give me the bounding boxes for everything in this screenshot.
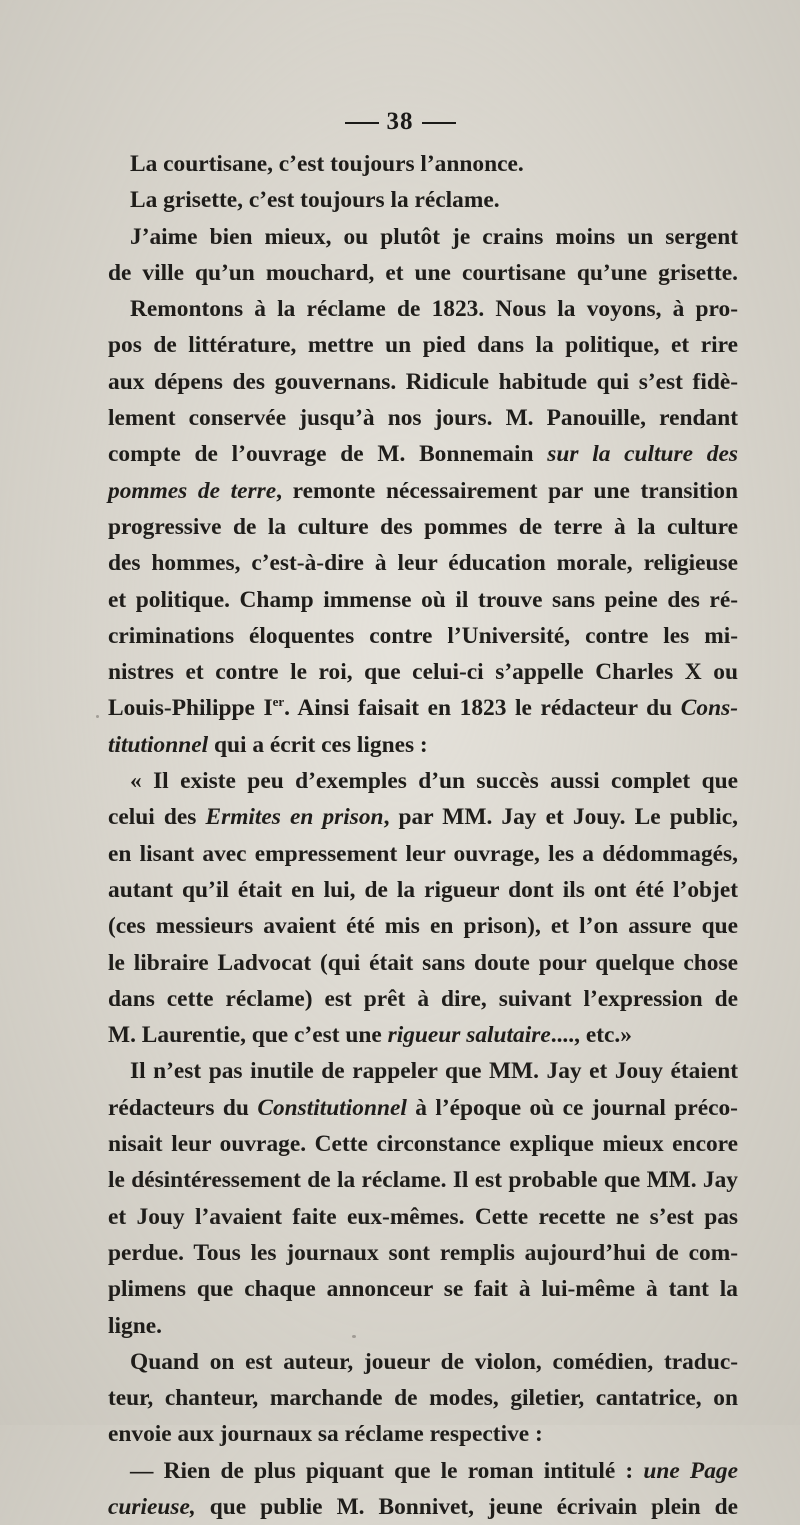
text-line: ligne. xyxy=(108,1312,162,1339)
text-line: pos de littérature, mettre un pied dans la politique, et rire xyxy=(108,332,738,359)
text-line: — Rien de plus piquant que le roman intitulé : une Page xyxy=(130,1457,738,1484)
text-line: et Jouy l’avaient faite eux-mêmes. Cette recette ne s’est pas xyxy=(108,1203,738,1230)
text-line: Remontons à la réclame de 1823. Nous la voyons, à pro- xyxy=(130,296,738,323)
text-line: aux dépens des gouvernans. Ridicule habitude qui s’est fidè- xyxy=(108,368,738,395)
paper-speck xyxy=(352,1335,356,1338)
text-line: J’aime bien mieux, ou plutôt je crains moins un sergent xyxy=(130,223,738,250)
paper-speck xyxy=(96,715,99,718)
text-line: « Il existe peu d’exemples d’un succès aussi complet que xyxy=(130,768,738,795)
text-line: titutionnel qui a écrit ces lignes : xyxy=(108,731,428,758)
text-line: Quand on est auteur, joueur de violon, comédien, traduc- xyxy=(130,1348,738,1375)
text-line: La grisette, c’est toujours la réclame. xyxy=(130,187,500,214)
text-line: teur, chanteur, marchande de modes, giletier, cantatrice, on xyxy=(108,1385,738,1412)
text-line: en lisant avec empressement leur ouvrage, les a dédommagés, xyxy=(108,840,738,867)
text-line: dans cette réclame) est prêt à dire, suivant l’expression de xyxy=(108,985,738,1012)
text-line: curieuse, que publie M. Bonnivet, jeune écrivain plein de xyxy=(108,1493,738,1520)
text-line: autant qu’il était en lui, de la rigueur dont ils ont été l’objet xyxy=(108,876,738,903)
text-line: (ces messieurs avaient été mis en prison), et l’on assure que xyxy=(108,913,738,940)
text-line: de ville qu’un mouchard, et une courtisane qu’une grisette. xyxy=(108,259,738,286)
text-line: progressive de la culture des pommes de terre à la culture xyxy=(108,513,738,540)
text-line: compte de l’ouvrage de M. Bonnemain sur la culture des xyxy=(108,441,738,468)
paper-speck xyxy=(600,1368,603,1370)
text-line: le désintéressement de la réclame. Il est probable que MM. Jay xyxy=(108,1167,738,1194)
header-dash-left xyxy=(345,122,379,124)
text-line: perdue. Tous les journaux sont remplis aujourd’hui de com- xyxy=(108,1239,738,1266)
text-line: nisait leur ouvrage. Cette circonstance explique mieux encore xyxy=(108,1131,738,1158)
text-line: Louis-Philippe Ier. Ainsi faisait en 1823 le rédacteur du Cons- xyxy=(108,694,738,722)
text-line: le libraire Ladvocat (qui était sans doute pour quelque chose xyxy=(108,949,738,976)
text-line: nistres et contre le roi, que celui-ci s’appelle Charles X ou xyxy=(108,659,738,686)
text-line: La courtisane, c’est toujours l’annonce. xyxy=(130,151,524,177)
text-line: lement conservée jusqu’à nos jours. M. Panouille, rendant xyxy=(108,405,738,432)
text-line: des hommes, c’est-à-dire à leur éducation morale, religieuse xyxy=(108,550,738,577)
text-line: M. Laurentie, que c’est une rigueur salutaire...., etc.» xyxy=(108,1022,632,1049)
text-line: criminations éloquentes contre l’Université, contre les mi- xyxy=(108,622,738,649)
header-dash-right xyxy=(422,122,456,124)
text-line: pommes de terre, remonte nécessairement par une transition xyxy=(108,477,738,504)
text-line: Il n’est pas inutile de rappeler que MM. Jay et Jouy étaient xyxy=(130,1058,738,1085)
text-line: celui des Ermites en prison, par MM. Jay et Jouy. Le public, xyxy=(108,804,738,831)
text-line: plimens que chaque annonceur se fait à lui-même à tant la xyxy=(108,1276,738,1303)
text-line: envoie aux journaux sa réclame respective : xyxy=(108,1421,543,1448)
text-line: rédacteurs du Constitutionnel à l’époque où ce journal préco- xyxy=(108,1094,738,1121)
body-text xyxy=(108,146,738,1525)
text-line: et politique. Champ immense où il trouve sans peine des ré- xyxy=(108,586,738,613)
page-header xyxy=(0,108,800,136)
page-number: 38 xyxy=(386,108,414,135)
